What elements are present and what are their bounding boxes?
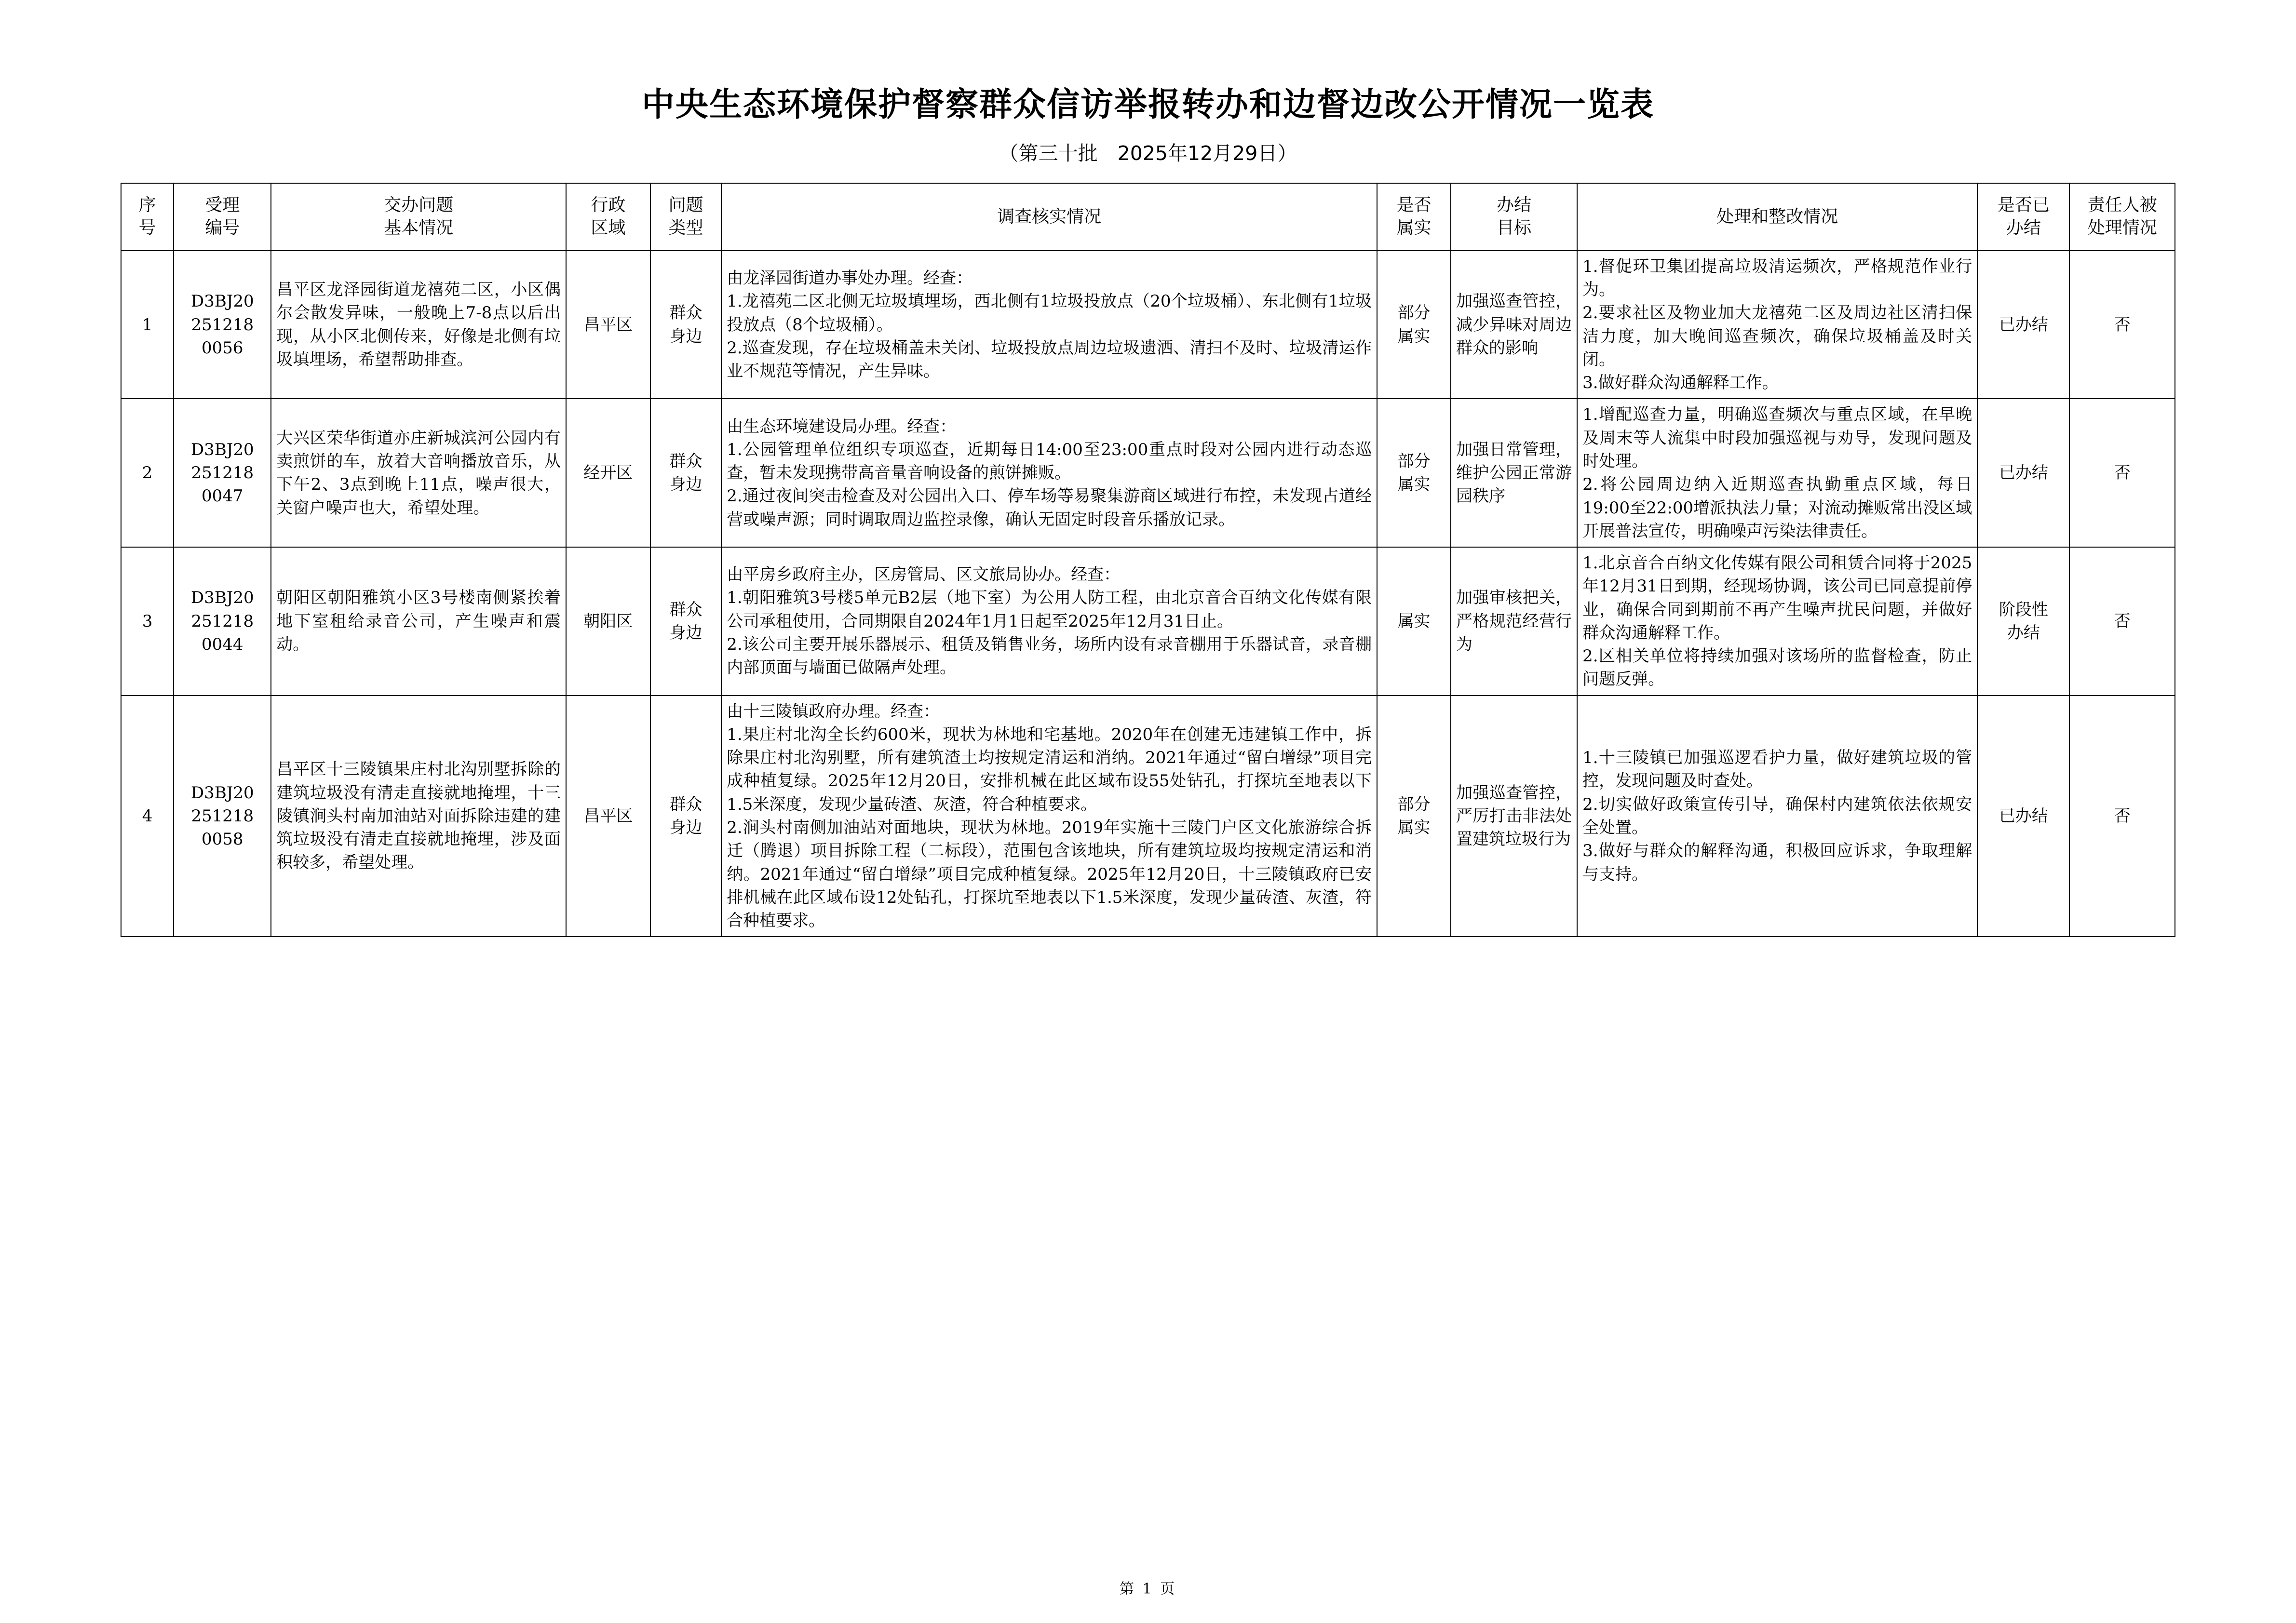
- table-body: [121, 251, 2175, 937]
- header-responsible-person: 责任人被 处理情况: [2069, 183, 2175, 251]
- table-row: [121, 696, 2175, 937]
- cell-closed: 阶段性 办结: [1977, 547, 2069, 696]
- cell-goal: 加强审核把关，严格规范经营行为: [1451, 547, 1577, 696]
- cell-seq: 1: [121, 251, 174, 399]
- cell-handling: 1.督促环卫集团提高垃圾清运频次，严格规范作业行为。 2.要求社区及物业加大龙禧苑二区及周边社区清扫保洁力度，加大晚间巡查频次，确保垃圾桶盖及时关闭。 3.做好群众沟通解释工作。: [1577, 251, 1977, 399]
- cell-is-true: 属实: [1377, 547, 1451, 696]
- cell-goal: 加强日常管理，维护公园正常游园秩序: [1451, 399, 1577, 547]
- cell-closed: 已办结: [1977, 251, 2069, 399]
- cell-seq: 3: [121, 547, 174, 696]
- header-code: 受理 编号: [174, 183, 271, 251]
- page-footer: 第 1 页: [1119, 1581, 1177, 1597]
- cell-responsible: 否: [2069, 547, 2175, 696]
- cell-is-true: 部分 属实: [1377, 251, 1451, 399]
- cell-is-true: 部分 属实: [1377, 696, 1451, 937]
- page-title: 中央生态环境保护督察群众信访举报转办和边督边改公开情况一览表: [641, 86, 1654, 124]
- cell-closed: 已办结: [1977, 399, 2069, 547]
- cell-handling: 1.十三陵镇已加强巡逻看护力量，做好建筑垃圾的管控，发现问题及时查处。 2.切实做好政策宣传引导，确保村内建筑依法依规安全处置。 3.做好与群众的解释沟通，积极回应诉求，争取理解与支持。: [1577, 696, 1977, 937]
- cell-investigation: 由平房乡政府主办，区房管局、区文旅局协办。经查： 1.朝阳雅筑3号楼5单元B2层（地下室）为公用人防工程，由北京音合百纳文化传媒有限公司承租使用，合同期限自2024年1月1日起至2025年12月31日止。 2.该公司主要开展乐器展示、租赁及销售业务，场所内设有录音棚用于乐器试音，录音棚内部顶面与墙面已做隔声处理。: [721, 547, 1377, 696]
- cell-basic-situation: 大兴区荣华街道亦庄新城滨河公园内有卖煎饼的车，放着大音响播放音乐，从下午2、3点到晚上11点，噪声很大，关窗户噪声也大，希望处理。: [271, 399, 566, 547]
- cell-problem-type: 群众 身边: [650, 696, 721, 937]
- cell-responsible: 否: [2069, 696, 2175, 937]
- cell-investigation: 由十三陵镇政府办理。经查： 1.果庄村北沟全长约600米，现状为林地和宅基地。2020年在创建无违建镇工作中，拆除果庄村北沟别墅，所有建筑渣土均按规定清运和消纳。2021年通过“留白增绿”项目完成种植复绿。2025年12月20日，安排机械在此区域布设55处钻孔，打探坑至地表以下1.5米深度，发现少量砖渣、灰渣，符合种植要求。 2.涧头村南侧加油站对面地块，现状为林地。2019年实施十三陵门户区文化旅游综合拆迁（腾退）项目拆除工程（二标段），范围包含该地块，所有建筑垃圾均按规定清运和消纳。2021年通过“留白增绿”项目完成种植复绿。2025年12月20日，十三陵镇政府已安排机械在此区域布设12处钻孔，打探坑至地表以下1.5米深度，发现少量砖渣、灰渣，符合种植要求。: [721, 696, 1377, 937]
- cell-goal: 加强巡查管控，减少异味对周边群众的影响: [1451, 251, 1577, 399]
- table-row: [121, 547, 2175, 696]
- cell-investigation: 由龙泽园街道办事处办理。经查： 1.龙禧苑二区北侧无垃圾填埋场，西北侧有1垃圾投放点（20个垃圾桶）、东北侧有1垃圾投放点（8个垃圾桶）。 2.巡查发现，存在垃圾桶盖未关闭、垃圾投放点周边垃圾遗洒、清扫不及时、垃圾清运作业不规范等情况，产生异味。: [721, 251, 1377, 399]
- page-subtitle: （第三十批 2025年12月29日）: [999, 142, 1297, 165]
- cell-problem-type: 群众 身边: [650, 547, 721, 696]
- cell-problem-type: 群众 身边: [650, 251, 721, 399]
- header-basic-situation: 交办问题 基本情况: [271, 183, 566, 251]
- cell-handling: 1.北京音合百纳文化传媒有限公司租赁合同将于2025年12月31日到期，经现场协调，该公司已同意提前停业，确保合同到期前不再产生噪声扰民问题，并做好群众沟通解释工作。 2.区相关单位将持续加强对该场所的监督检查，防止问题反弹。: [1577, 547, 1977, 696]
- cell-responsible: 否: [2069, 251, 2175, 399]
- header-investigation: 调查核实情况: [721, 183, 1377, 251]
- cell-code: D3BJ20 251218 0056: [174, 251, 271, 399]
- cell-basic-situation: 昌平区龙泽园街道龙禧苑二区，小区偶尔会散发异味，一般晚上7-8点以后出现，从小区北侧传来，好像是北侧有垃圾填埋场，希望帮助排查。: [271, 251, 566, 399]
- header-problem-type: 问题 类型: [650, 183, 721, 251]
- header-seq: 序 号: [121, 183, 174, 251]
- cell-basic-situation: 朝阳区朝阳雅筑小区3号楼南侧紧挨着地下室租给录音公司，产生噪声和震动。: [271, 547, 566, 696]
- cell-region: 经开区: [566, 399, 650, 547]
- table-row: [121, 251, 2175, 399]
- cell-region: 昌平区: [566, 696, 650, 937]
- cell-closed: 已办结: [1977, 696, 2069, 937]
- header-closed: 是否已 办结: [1977, 183, 2069, 251]
- cell-is-true: 部分 属实: [1377, 399, 1451, 547]
- cell-goal: 加强巡查管控，严厉打击非法处置建筑垃圾行为: [1451, 696, 1577, 937]
- cell-code: D3BJ20 251218 0047: [174, 399, 271, 547]
- cell-seq: 2: [121, 399, 174, 547]
- header-is-true: 是否 属实: [1377, 183, 1451, 251]
- cell-region: 昌平区: [566, 251, 650, 399]
- cell-problem-type: 群众 身边: [650, 399, 721, 547]
- cell-code: D3BJ20 251218 0058: [174, 696, 271, 937]
- cell-code: D3BJ20 251218 0044: [174, 547, 271, 696]
- header-goal: 办结 目标: [1451, 183, 1577, 251]
- complaint-table: [121, 183, 2175, 937]
- cell-region: 朝阳区: [566, 547, 650, 696]
- cell-responsible: 否: [2069, 399, 2175, 547]
- cell-seq: 4: [121, 696, 174, 937]
- cell-handling: 1.增配巡查力量，明确巡查频次与重点区域，在早晚及周末等人流集中时段加强巡视与劝导，发现问题及时处理。 2.将公园周边纳入近期巡查执勤重点区域，每日19:00至22:00增派执法力量；对流动摊贩常出没区域开展普法宣传，明确噪声污染法律责任。: [1577, 399, 1977, 547]
- table-row: [121, 399, 2175, 547]
- header-region: 行政 区域: [566, 183, 650, 251]
- table-header-row: [121, 183, 2175, 251]
- cell-basic-situation: 昌平区十三陵镇果庄村北沟别墅拆除的建筑垃圾没有清走直接就地掩埋，十三陵镇涧头村南加油站对面拆除违建的建筑垃圾没有清走直接就地掩埋，涉及面积较多，希望处理。: [271, 696, 566, 937]
- header-handling: 处理和整改情况: [1577, 183, 1977, 251]
- cell-investigation: 由生态环境建设局办理。经查： 1.公园管理单位组织专项巡查，近期每日14:00至23:00重点时段对公园内进行动态巡查，暂未发现携带高音量音响设备的煎饼摊贩。 2.通过夜间突击检查及对公园出入口、停车场等易聚集游商区域进行布控，未发现占道经营或噪声源；同时调取周边监控录像，确认无固定时段音乐播放记录。: [721, 399, 1377, 547]
